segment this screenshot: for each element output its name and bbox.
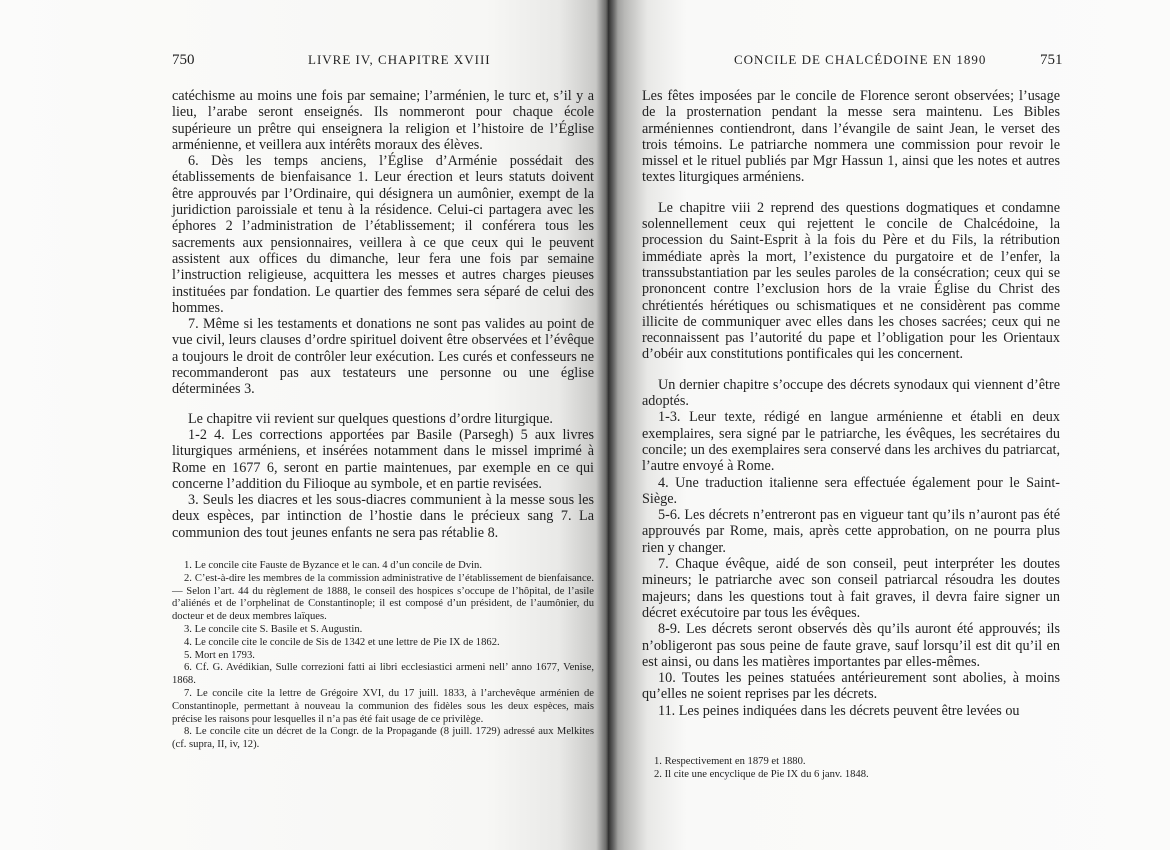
footnote: 8. Le concile cite un décret de la Congr. de la Propagande (8 juill. 1729) adressé aux Melkites (cf. supra, II, iv, 12). xyxy=(172,726,594,751)
right-paragraph: 4. Une traduction italienne sera effectuée également pour le Saint-Siège. xyxy=(642,474,1060,507)
left-running-title: LIVRE IV, CHAPITRE XVIII xyxy=(308,52,491,67)
right-running-title: CONCILE DE CHALCÉDOINE EN 1890 xyxy=(734,52,987,67)
right-paragraph: Les fêtes imposées par le concile de Florence seront observées; l’usage de la prosternation pendant la messe sera maintenu. Les Bibles arméniennes contiendront, dans l’évangile de saint Jean, le verset des trois témoins. Le patriarche nommera une commission pour revoir le missel et le rituel publiés par Mgr Hassun 1, ainsi que les notes et autres textes liturgiques arméniens. xyxy=(642,88,1060,186)
left-page-number: 750 xyxy=(172,52,195,68)
left-paragraph: 1-2 4. Les corrections apportées par Basile (Parsegh) 5 aux livres liturgiques arméniens, et insérées notamment dans le missel imprimé à Rome en 1677 6, seront en partie maintenues, par exemple en ce qui concerne l’addition du Filioque au symbole, et en partie revisées. xyxy=(172,426,594,492)
left-paragraph: catéchisme au moins une fois par semaine; l’arménien, le turc et, s’il y a lieu, l’arabe seront enseignés. Ils nommeront pour chaque école supérieure un prêtre qui enseignera la religion et l’histoire de l’Église arménienne, et veillera aux intérêts moraux des élèves. xyxy=(172,88,594,153)
right-page xyxy=(608,0,1170,850)
right-page-number: 751 xyxy=(1040,52,1063,68)
footnote: 4. Le concile cite le concile de Sis de 1342 et une lettre de Pie IX de 1862. xyxy=(184,636,500,648)
footnote: 1. Le concile cite Fauste de Byzance et le can. 4 d’un concile de Dvin. xyxy=(184,560,482,571)
footnote: 1. Respectivement en 1879 et 1880. xyxy=(654,756,806,767)
book-gutter-shadow xyxy=(596,0,618,850)
right-paragraph: Un dernier chapitre s’occupe des décrets synodaux qui viennent d’être adoptés. xyxy=(642,376,1060,410)
right-paragraph: 11. Les peines indiquées dans les décrets peuvent être levées ou xyxy=(658,702,1020,719)
left-paragraph: Le chapitre vii revient sur quelques questions d’ordre liturgique. xyxy=(188,410,553,427)
right-paragraph: 7. Chaque évêque, aidé de son conseil, peut interpréter les doutes mineurs; le patriarche avec son conseil patriarcal résoudra les doutes majeurs; dans les questions tout à fait graves, il devra faire signer un décret exécutoire par tous les évêques. xyxy=(642,556,1060,621)
left-body-text xyxy=(172,88,594,541)
right-paragraph: 5-6. Les décrets n’entreront pas en vigueur tant qu’ils n’auront pas été approuvés par Rome, mais, après cette approbation, on ne pourra plus rien y changer. xyxy=(642,507,1060,556)
footnote: 6. Cf. G. Avédikian, Sulle correzioni fatti ai libri ecclesiastici armeni nell’ anno 1677, Venise, 1868. xyxy=(172,662,594,687)
right-paragraph: 1-3. Leur texte, rédigé en langue arménienne et établi en deux exemplaires, sera signé par le patriarche, les évêques, les secrétaires du concile; un des exemplaires sera conservé dans les archives du patriarcat, l’autre envoyé à Rome. xyxy=(642,409,1060,475)
right-paragraph: Le chapitre viii 2 reprend des questions dogmatiques et condamne solennellement ceux qui rejettent le concile de Chalcédoine, la procession du Saint-Esprit à la fois du Père et du Fils, la rétribution immédiate après la mort, l’existence du purgatoire et de l’enfer, la transsubstantiation par les seules paroles de la consécration; ceux qui se prononcent contre l’exclusion hors de la vraie Église du Christ des chrétientés hérétiques ou schismatiques et ne considèrent pas comme illicite de communiquer avec elles dans les choses sacrées; ceux qui ne reconnaissent pas l’autorité du pape et l’obligation pour les Orientaux d’obéir aux constitutions pontificales qui les concernent. xyxy=(642,199,1060,363)
footnote: 7. Le concile cite la lettre de Grégoire XVI, du 17 juill. 1833, à l’archevêque arménien de Constantinople, permettant à nouveau la communion des fidèles sous les deux espèces, mais précise les raisons pour lesquelles il n’a pas été fait usage de ce privilège. xyxy=(172,687,594,725)
left-footnotes xyxy=(172,560,594,752)
left-paragraph: 7. Même si les testaments et donations ne sont pas valides au point de vue civil, leurs clauses d’ordre spirituel doivent être observées et l’évêque a toujours le droit de contrôler leur exécution. Les curés et confesseurs ne recommanderont pas aux testateurs une personne ou une église déterminées 3. xyxy=(172,316,594,398)
right-footnotes xyxy=(642,756,1060,782)
footnote: 3. Le concile cite S. Basile et S. Augustin. xyxy=(184,623,363,635)
right-paragraph: 8-9. Les décrets seront observés dès qu’ils auront été approuvés; ils n’obligeront pas sous peine de faute grave, sauf lorsqu’il est dit qu’il en est ainsi, ou dans les matières importantes par elles-mêmes. xyxy=(642,621,1060,670)
right-body-text xyxy=(642,88,1060,719)
footnote: 2. C’est-à-dire les membres de la commission administrative de l’établissement de bienfaisance. — Selon l’art. 44 du règlement de 1888, le conseil des hospices s’occupe de l’hôpital, de l’asile d’aliénés et de l’orphelinat de Constantinople; il est composé d’un président, de l’aumônier, du docteur et de deux membres laïques. xyxy=(172,572,594,623)
right-paragraph: 10. Toutes les peines statuées antérieurement sont abolies, à moins qu’elles ne soient reprises par les décrets. xyxy=(642,670,1060,703)
footnote: 2. Il cite une encyclique de Pie IX du 6 janv. 1848. xyxy=(654,768,869,780)
footnote: 5. Mort en 1793. xyxy=(184,649,255,661)
left-paragraph: 6. Dès les temps anciens, l’Église d’Arménie possédait des établissements de bienfaisance 1. Leur érection et leurs statuts doivent être approuvés par l’Ordinaire, qui désignera un aumônier, exempt de la juridiction paroissiale et tenu à la résidence. Celui-ci partagera avec les éphores 2 l’administration de l’établissement; il conférera tous les sacrements aux pensionnaires, veillera à ce que ceux qui le peuvent assistent aux offices du dimanche, leur fera une fois par semaine l’instruction religieuse, acquittera les messes et autres charges pieuses instituées par fondation. Le quartier des femmes sera séparé de celui des hommes. xyxy=(172,153,594,316)
left-paragraph: 3. Seuls les diacres et les sous-diacres communient à la messe sous les deux espèces, par intinction de l’hostie dans le précieux sang 7. La communion des tout jeunes enfants ne sera pas rétablie 8. xyxy=(172,492,594,541)
